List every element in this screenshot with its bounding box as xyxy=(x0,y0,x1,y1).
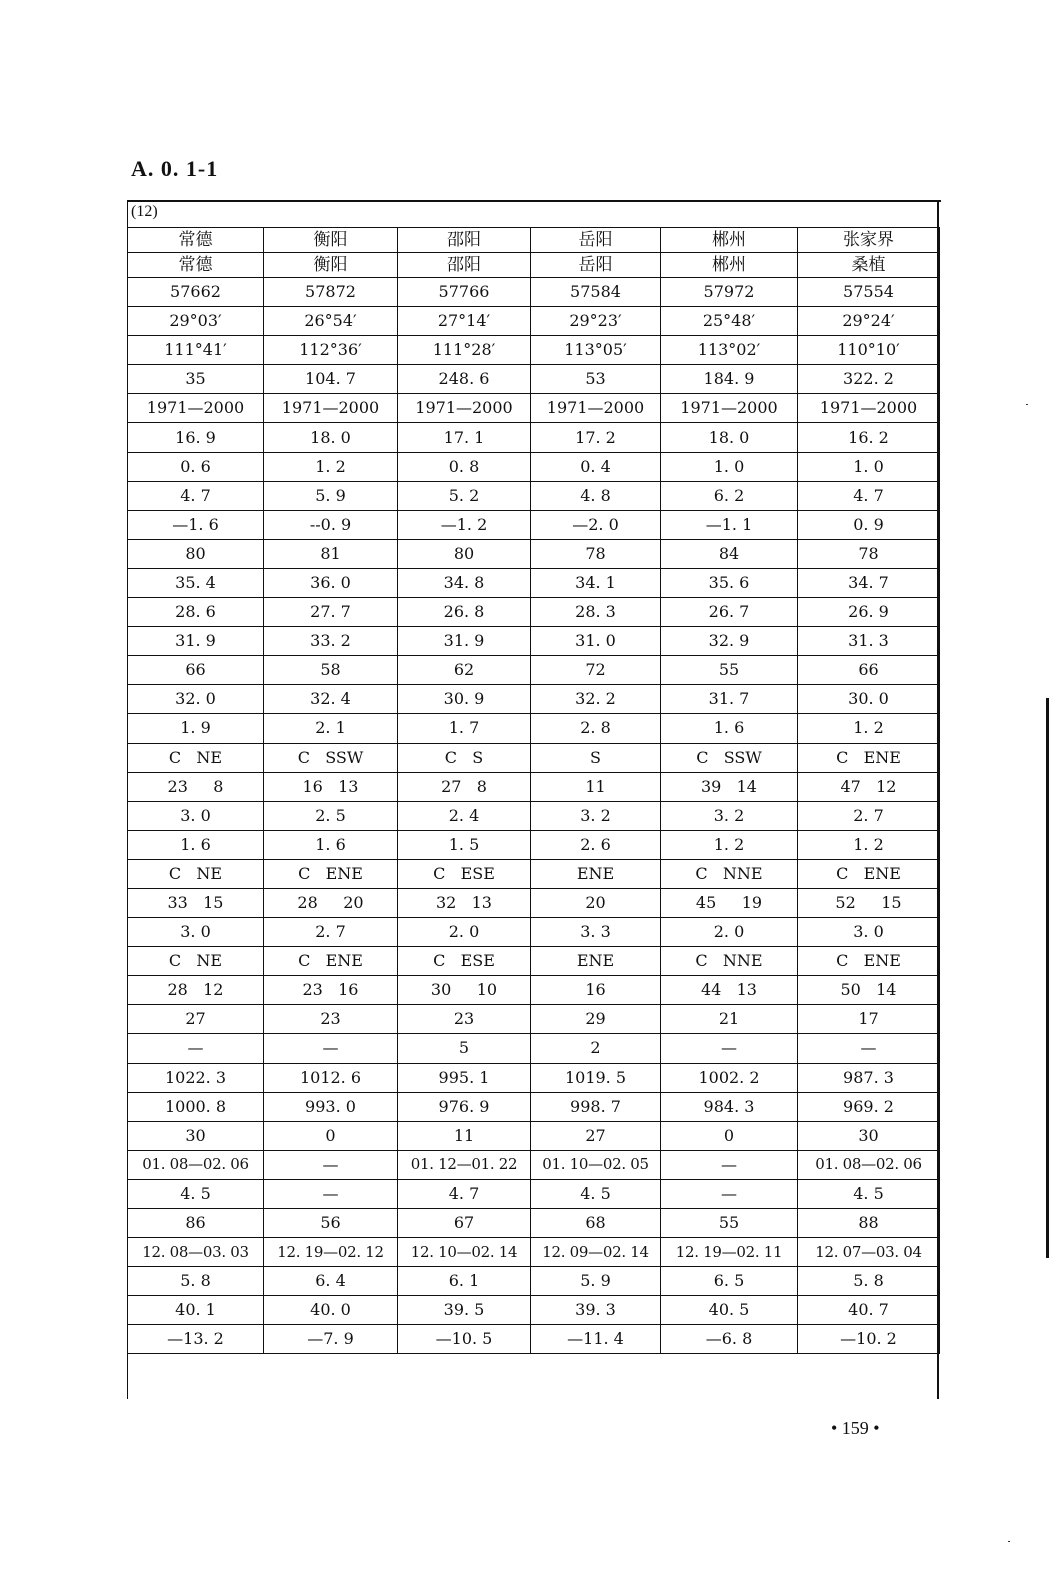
table-row xyxy=(128,627,940,656)
table-cell: 2. 6 xyxy=(531,830,661,859)
table-cell: C ENE xyxy=(264,947,398,976)
table-cell: C ENE xyxy=(798,947,940,976)
table-row xyxy=(128,510,940,539)
table-row xyxy=(128,1034,940,1063)
table-cell: 112°36′ xyxy=(264,336,398,365)
table-row xyxy=(128,1267,940,1296)
table-cell: 01. 12—01. 22 xyxy=(398,1150,531,1179)
table-cell: 0. 8 xyxy=(398,452,531,481)
table-cell: 322. 2 xyxy=(798,365,940,394)
table-cell: 28 12 xyxy=(128,976,264,1005)
table-cell: 6. 5 xyxy=(661,1267,798,1296)
table-cell: 32. 2 xyxy=(531,685,661,714)
table-cell: 27 8 xyxy=(398,772,531,801)
table-row xyxy=(128,947,940,976)
table-cell: 16 13 xyxy=(264,772,398,801)
table-cell: 1. 2 xyxy=(661,830,798,859)
section-title: A. 0. 1-1 xyxy=(131,156,219,181)
table-cell: 72 xyxy=(531,656,661,685)
table-cell: 12. 07—03. 04 xyxy=(798,1238,940,1267)
table-cell: 32. 0 xyxy=(128,685,264,714)
table-cell: 26. 7 xyxy=(661,598,798,627)
table-cell: 32 13 xyxy=(398,888,531,917)
table-cell: 6. 4 xyxy=(264,1267,398,1296)
table-cell: C SSW xyxy=(661,743,798,772)
table-cell: 57972 xyxy=(661,278,798,307)
table-cell: — xyxy=(264,1034,398,1063)
table-cell: 0. 6 xyxy=(128,452,264,481)
table-cell: 30. 0 xyxy=(798,685,940,714)
table-cell: 68 xyxy=(531,1209,661,1238)
table-cell: — xyxy=(661,1179,798,1208)
margin-speck xyxy=(1008,1541,1010,1542)
table-cell: 28. 3 xyxy=(531,598,661,627)
table-cell: 66 xyxy=(128,656,264,685)
table-cell: C NE xyxy=(128,947,264,976)
table-cell: C S xyxy=(398,743,531,772)
table-cell: 0 xyxy=(264,1121,398,1150)
table-cell: 28. 6 xyxy=(128,598,264,627)
table-cell: 1. 2 xyxy=(264,452,398,481)
table-cell: 2. 5 xyxy=(264,801,398,830)
table-cell: C NE xyxy=(128,743,264,772)
table-cell: 1002. 2 xyxy=(661,1063,798,1092)
table-cell: 11 xyxy=(531,772,661,801)
table-cell: —2. 0 xyxy=(531,510,661,539)
table-cell: 111°28′ xyxy=(398,336,531,365)
table-cell: 1971—2000 xyxy=(798,394,940,423)
table-cell: C NNE xyxy=(661,947,798,976)
table-cell: 26°54′ xyxy=(264,307,398,336)
table-cell: 4. 7 xyxy=(128,481,264,510)
table-cell: 2. 1 xyxy=(264,714,398,743)
table-cell: 4. 7 xyxy=(798,481,940,510)
table-cell: 5. 8 xyxy=(128,1267,264,1296)
table-cell: — xyxy=(798,1034,940,1063)
table-cell: C NE xyxy=(128,859,264,888)
table-cell: 6. 1 xyxy=(398,1267,531,1296)
table-cell: 78 xyxy=(531,539,661,568)
header-cell: 张家界 xyxy=(798,228,940,253)
table-cell: 27 xyxy=(531,1121,661,1150)
table-row xyxy=(128,1063,940,1092)
table-cell: 1. 7 xyxy=(398,714,531,743)
table-cell: 29°23′ xyxy=(531,307,661,336)
table-cell: 44 13 xyxy=(661,976,798,1005)
climate-data-table xyxy=(127,227,940,1354)
table-cell: —13. 2 xyxy=(128,1325,264,1354)
table-row xyxy=(128,1150,940,1179)
table-cell: 1022. 3 xyxy=(128,1063,264,1092)
table-cell: 1971—2000 xyxy=(264,394,398,423)
header-cell: 桑植 xyxy=(798,253,940,278)
table-cell: 26. 9 xyxy=(798,598,940,627)
table-cell: 86 xyxy=(128,1209,264,1238)
table-cell: 45 19 xyxy=(661,888,798,917)
table-cell: C SSW xyxy=(264,743,398,772)
table-cell: —7. 9 xyxy=(264,1325,398,1354)
table-cell: 4. 5 xyxy=(798,1179,940,1208)
table-cell: 1. 5 xyxy=(398,830,531,859)
table-cell: 993. 0 xyxy=(264,1092,398,1121)
table-row xyxy=(128,918,940,947)
table-cell: 39. 5 xyxy=(398,1296,531,1325)
table-row xyxy=(128,1179,940,1208)
table-cell: 2. 0 xyxy=(661,918,798,947)
table-cell: —1. 2 xyxy=(398,510,531,539)
table-cell: 31. 7 xyxy=(661,685,798,714)
table-cell: 5 xyxy=(398,1034,531,1063)
table-cell: 5. 8 xyxy=(798,1267,940,1296)
table-cell: 39. 3 xyxy=(531,1296,661,1325)
table-cell: S xyxy=(531,743,661,772)
table-cell: 11 xyxy=(398,1121,531,1150)
table-cell: 12. 09—02. 14 xyxy=(531,1238,661,1267)
table-cell: 29 xyxy=(531,1005,661,1034)
table-cell: 995. 1 xyxy=(398,1063,531,1092)
table-cell: 31. 9 xyxy=(128,627,264,656)
table-cell: 52 15 xyxy=(798,888,940,917)
table-cell: C ESE xyxy=(398,859,531,888)
table-cell: 23 xyxy=(398,1005,531,1034)
table-cell: 1. 0 xyxy=(798,452,940,481)
table-cell: 57584 xyxy=(531,278,661,307)
table-cell: 184. 9 xyxy=(661,365,798,394)
table-cell: —10. 5 xyxy=(398,1325,531,1354)
table-cell: 01. 10—02. 05 xyxy=(531,1150,661,1179)
table-cell: 47 12 xyxy=(798,772,940,801)
table-cell: — xyxy=(264,1150,398,1179)
table-cell: 5. 2 xyxy=(398,481,531,510)
table-cell: 17 xyxy=(798,1005,940,1034)
table-cell: 80 xyxy=(398,539,531,568)
table-cell: 1971—2000 xyxy=(531,394,661,423)
table-cell: 1. 2 xyxy=(798,830,940,859)
table-cell: 01. 08—02. 06 xyxy=(798,1150,940,1179)
table-cell: 50 14 xyxy=(798,976,940,1005)
table-cell: 57766 xyxy=(398,278,531,307)
table-cell: 4. 7 xyxy=(398,1179,531,1208)
table-row xyxy=(128,336,940,365)
table-cell: 84 xyxy=(661,539,798,568)
table-cell: 4. 5 xyxy=(128,1179,264,1208)
table-row xyxy=(128,598,940,627)
table-cell: 1000. 8 xyxy=(128,1092,264,1121)
table-cell: 67 xyxy=(398,1209,531,1238)
table-row xyxy=(128,685,940,714)
table-row xyxy=(128,539,940,568)
part-label: (12) xyxy=(131,203,158,220)
table-cell: 12. 19—02. 12 xyxy=(264,1238,398,1267)
table-cell: 1. 6 xyxy=(661,714,798,743)
table-cell: 33 15 xyxy=(128,888,264,917)
table-cell: — xyxy=(661,1034,798,1063)
header-cell: 衡阳 xyxy=(264,228,398,253)
table-cell: 5. 9 xyxy=(264,481,398,510)
table-cell: 1. 6 xyxy=(128,830,264,859)
table-cell: 40. 5 xyxy=(661,1296,798,1325)
header-cell: 常德 xyxy=(128,228,264,253)
table-cell: 57872 xyxy=(264,278,398,307)
table-cell: 34. 7 xyxy=(798,568,940,597)
table-cell: 35. 4 xyxy=(128,568,264,597)
table-cell: 55 xyxy=(661,1209,798,1238)
table-row xyxy=(128,801,940,830)
table-row xyxy=(128,772,940,801)
table-cell: --0. 9 xyxy=(264,510,398,539)
table-cell: —6. 8 xyxy=(661,1325,798,1354)
table-cell: 57554 xyxy=(798,278,940,307)
table-row xyxy=(128,714,940,743)
table-cell: 28 20 xyxy=(264,888,398,917)
table-cell: 40. 7 xyxy=(798,1296,940,1325)
table-cell: 104. 7 xyxy=(264,365,398,394)
table-row xyxy=(128,1296,940,1325)
table-cell: 58 xyxy=(264,656,398,685)
table-row xyxy=(128,656,940,685)
table-cell: 35. 6 xyxy=(661,568,798,597)
table-cell: 34. 8 xyxy=(398,568,531,597)
header-cell: 郴州 xyxy=(661,228,798,253)
table-cell: 3. 0 xyxy=(798,918,940,947)
table-cell: C ENE xyxy=(798,743,940,772)
table-cell: 1012. 6 xyxy=(264,1063,398,1092)
table-cell: 2. 8 xyxy=(531,714,661,743)
table-cell: 12. 08—03. 03 xyxy=(128,1238,264,1267)
header-cell: 常德 xyxy=(128,253,264,278)
table-cell: 5. 9 xyxy=(531,1267,661,1296)
table-cell: 4. 8 xyxy=(531,481,661,510)
table-cell: 1971—2000 xyxy=(398,394,531,423)
table-cell: 1. 0 xyxy=(661,452,798,481)
table-cell: 30. 9 xyxy=(398,685,531,714)
table-row xyxy=(128,452,940,481)
table-cell: 113°02′ xyxy=(661,336,798,365)
header-row-city xyxy=(128,228,940,253)
table-row xyxy=(128,423,940,452)
table-row xyxy=(128,568,940,597)
table-cell: 23 xyxy=(264,1005,398,1034)
table-cell: 3. 0 xyxy=(128,801,264,830)
table-row xyxy=(128,743,940,772)
table-cell: —1. 1 xyxy=(661,510,798,539)
table-cell: ENE xyxy=(531,859,661,888)
table-row xyxy=(128,1005,940,1034)
table-cell: 31. 3 xyxy=(798,627,940,656)
table-cell: 55 xyxy=(661,656,798,685)
table-cell: 88 xyxy=(798,1209,940,1238)
table-cell: 3. 0 xyxy=(128,918,264,947)
table-cell: 2. 7 xyxy=(264,918,398,947)
header-cell: 邵阳 xyxy=(398,228,531,253)
table-cell: 3. 3 xyxy=(531,918,661,947)
table-cell: 62 xyxy=(398,656,531,685)
table-cell: — xyxy=(661,1150,798,1179)
header-cell: 郴州 xyxy=(661,253,798,278)
table-cell: 2. 0 xyxy=(398,918,531,947)
table-cell: 2. 7 xyxy=(798,801,940,830)
table-cell: 57662 xyxy=(128,278,264,307)
table-cell: 20 xyxy=(531,888,661,917)
table-body xyxy=(128,228,940,1354)
table-cell: —1. 6 xyxy=(128,510,264,539)
table-cell: 1. 6 xyxy=(264,830,398,859)
table-cell: 987. 3 xyxy=(798,1063,940,1092)
table-row xyxy=(128,1121,940,1150)
table-row xyxy=(128,365,940,394)
table-cell: 2 xyxy=(531,1034,661,1063)
table-cell: 1. 2 xyxy=(798,714,940,743)
table-cell: 36. 0 xyxy=(264,568,398,597)
page-number: • 159 • xyxy=(831,1418,880,1438)
table-cell: 0. 4 xyxy=(531,452,661,481)
table-cell: 4. 5 xyxy=(531,1179,661,1208)
table-cell: 80 xyxy=(128,539,264,568)
table-cell: 12. 10—02. 14 xyxy=(398,1238,531,1267)
table-cell: 976. 9 xyxy=(398,1092,531,1121)
table-cell: C ENE xyxy=(264,859,398,888)
table-row xyxy=(128,1209,940,1238)
table-cell: 25°48′ xyxy=(661,307,798,336)
table-cell: 78 xyxy=(798,539,940,568)
table-row xyxy=(128,481,940,510)
table-row xyxy=(128,278,940,307)
table-cell: 1. 9 xyxy=(128,714,264,743)
header-row-station xyxy=(128,253,940,278)
table-cell: 30 xyxy=(798,1121,940,1150)
table-cell: 53 xyxy=(531,365,661,394)
table-row xyxy=(128,859,940,888)
table-cell: 16 xyxy=(531,976,661,1005)
table-row xyxy=(128,976,940,1005)
table-cell: 27. 7 xyxy=(264,598,398,627)
table-cell: 969. 2 xyxy=(798,1092,940,1121)
table-row xyxy=(128,830,940,859)
table-cell: 12. 19—02. 11 xyxy=(661,1238,798,1267)
margin-speck xyxy=(1026,404,1028,405)
table-row xyxy=(128,1238,940,1267)
header-cell: 邵阳 xyxy=(398,253,531,278)
table-row xyxy=(128,394,940,423)
table-cell: 0. 9 xyxy=(798,510,940,539)
table-cell: 56 xyxy=(264,1209,398,1238)
table-cell: 66 xyxy=(798,656,940,685)
table-cell: 23 8 xyxy=(128,772,264,801)
table-cell: 33. 2 xyxy=(264,627,398,656)
table-cell: 113°05′ xyxy=(531,336,661,365)
table-cell: C NNE xyxy=(661,859,798,888)
table-cell: 27 xyxy=(128,1005,264,1034)
table-cell: 35 xyxy=(128,365,264,394)
table-cell: 32. 4 xyxy=(264,685,398,714)
table-cell: 40. 0 xyxy=(264,1296,398,1325)
table-cell: 81 xyxy=(264,539,398,568)
table-row xyxy=(128,1325,940,1354)
table-cell: 16. 9 xyxy=(128,423,264,452)
table-cell: 23 16 xyxy=(264,976,398,1005)
table-cell: 110°10′ xyxy=(798,336,940,365)
table-cell: 17. 1 xyxy=(398,423,531,452)
table-cell: —11. 4 xyxy=(531,1325,661,1354)
table-cell: 31. 0 xyxy=(531,627,661,656)
table-cell: 3. 2 xyxy=(531,801,661,830)
header-cell: 衡阳 xyxy=(264,253,398,278)
table-cell: 6. 2 xyxy=(661,481,798,510)
table-cell: C ENE xyxy=(798,859,940,888)
table-cell: 984. 3 xyxy=(661,1092,798,1121)
header-cell: 岳阳 xyxy=(531,228,661,253)
table-cell: — xyxy=(264,1179,398,1208)
table-cell: 998. 7 xyxy=(531,1092,661,1121)
table-cell: 16. 2 xyxy=(798,423,940,452)
table-cell: 39 14 xyxy=(661,772,798,801)
table-cell: 1019. 5 xyxy=(531,1063,661,1092)
table-cell: C ESE xyxy=(398,947,531,976)
table-cell: 01. 08—02. 06 xyxy=(128,1150,264,1179)
table-cell: 17. 2 xyxy=(531,423,661,452)
table-cell: 30 xyxy=(128,1121,264,1150)
table-row xyxy=(128,888,940,917)
table-cell: 3. 2 xyxy=(661,801,798,830)
table-row xyxy=(128,1092,940,1121)
table-cell: 2. 4 xyxy=(398,801,531,830)
table-cell: 29°03′ xyxy=(128,307,264,336)
table-row xyxy=(128,307,940,336)
table-cell: 111°41′ xyxy=(128,336,264,365)
table-cell: 26. 8 xyxy=(398,598,531,627)
binding-edge-mark xyxy=(1046,698,1049,1258)
table-cell: 18. 0 xyxy=(661,423,798,452)
table-cell: 0 xyxy=(661,1121,798,1150)
table-cell: 30 10 xyxy=(398,976,531,1005)
table-cell: 32. 9 xyxy=(661,627,798,656)
table-cell: 29°24′ xyxy=(798,307,940,336)
table-cell: 34. 1 xyxy=(531,568,661,597)
header-cell: 岳阳 xyxy=(531,253,661,278)
table-cell: 1971—2000 xyxy=(128,394,264,423)
table-cell: 31. 9 xyxy=(398,627,531,656)
table-cell: 40. 1 xyxy=(128,1296,264,1325)
table-cell: —10. 2 xyxy=(798,1325,940,1354)
table-cell: 1971—2000 xyxy=(661,394,798,423)
table-cell: — xyxy=(128,1034,264,1063)
table-cell: 27°14′ xyxy=(398,307,531,336)
table-cell: 21 xyxy=(661,1005,798,1034)
table-cell: 248. 6 xyxy=(398,365,531,394)
table-cell: ENE xyxy=(531,947,661,976)
top-rule xyxy=(127,200,941,202)
table-cell: 18. 0 xyxy=(264,423,398,452)
